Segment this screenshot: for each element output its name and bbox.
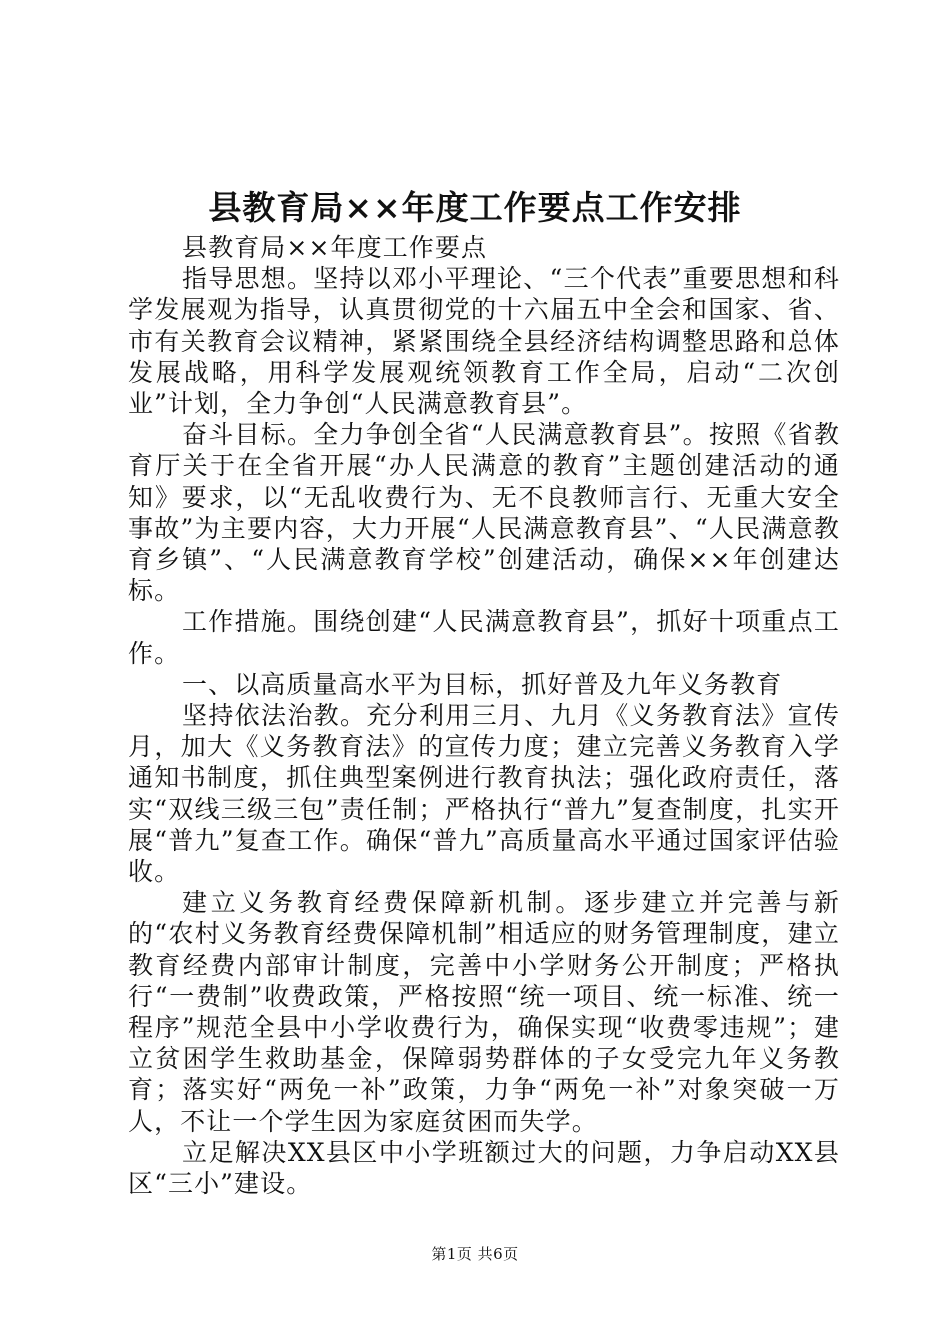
paragraph-funding-mechanism: 建立义务教育经费保障新机制。逐步建立并完善与新的“农村义务教育经费保障机制”相适应的财务管理制度，建立教育经费内部审计制度，完善中小学财务公开制度；严格执行“一费制”收费政策，严格按照“统一项目、统一标准、统一程序”规范全县中小学收费行为，确保实现“收费零违规”；建立贫困学生救助基金，保障弱势群体的子女受完九年义务教育；落实好“两免一补”政策，力争“两免一补”对象突破一万人，不让一个学生因为家庭贫困而失学。: [128, 888, 840, 1136]
paragraph-measures: 工作措施。围绕创建“人民满意教育县”，抓好十项重点工作。: [128, 607, 840, 668]
paragraph-rule-of-law: 坚持依法治教。充分利用三月、九月《义务教育法》宣传月，加大《义务教育法》的宣传力度；建立完善义务教育入学通知书制度，抓住典型案例进行教育执法；强化政府责任，落实“双线三级三包”责任制；严格执行“普九”复查制度，扎实开展“普九”复查工作。确保“普九”高质量高水平通过国家评估验收。: [128, 701, 840, 887]
paragraph-class-size: 立足解决XX县区中小学班额过大的问题，力争启动XX县区“三小”建设。: [128, 1137, 840, 1199]
document-title: 县教育局××年度工作要点工作安排: [208, 188, 742, 227]
paragraph-goals: 奋斗目标。全力争创全省“人民满意教育县”。按照《省教育厅关于在全省开展“办人民满意的教育”主题创建活动的通知》要求，以“无乱收费行为、无不良教师言行、无重大安全事故”为主要内容，大力开展“人民满意教育县”、“人民满意教育乡镇”、“人民满意教育学校”创建活动，确保××年创建达标。: [128, 420, 840, 606]
document-body: [128, 232, 840, 1199]
paragraph-subtitle: 县教育局××年度工作要点: [182, 233, 488, 262]
paragraph-guiding-ideology: 指导思想。坚持以邓小平理论、“三个代表”重要思想和科学发展观为指导，认真贯彻党的十六届五中全会和国家、省、市有关教育会议精神，紧紧围绕全县经济结构调整思路和总体发展战略，用科学发展观统领教育工作全局，启动“二次创业”计划，全力争创“人民满意教育县”。: [128, 264, 840, 419]
page-footer: 第1页 共6页: [431, 1245, 519, 1263]
section-heading-1: 一、以高质量高水平为目标，抓好普及九年义务教育: [182, 669, 783, 699]
